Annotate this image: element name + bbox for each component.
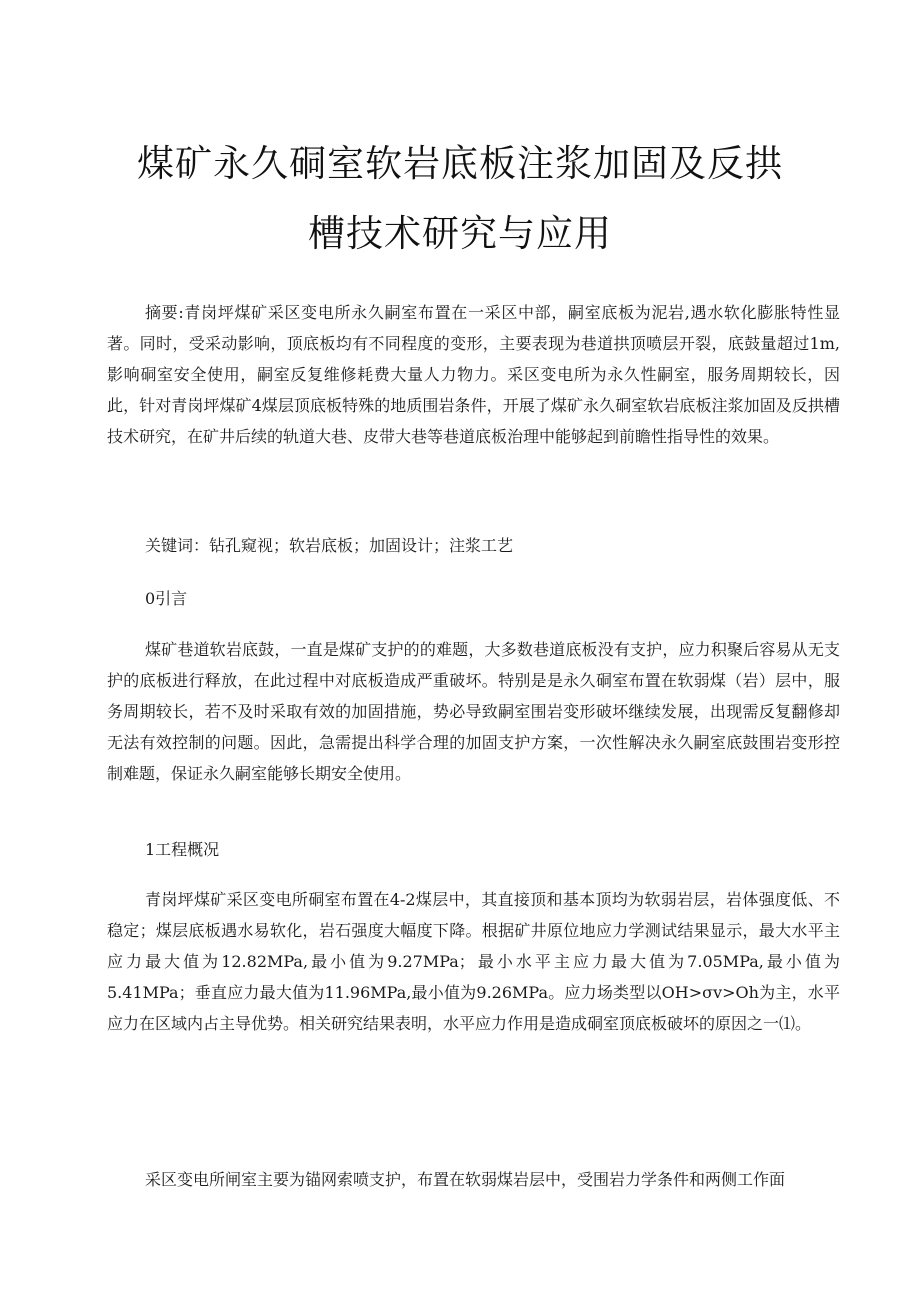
document-title-line-2: 槽技术研究与应用 (308, 212, 612, 255)
introduction-paragraph: 煤矿巷道软岩底鼓，一直是煤矿支护的的难题，大多数巷道底板没有支护，应力积聚后容易从无支护的底板进行释放，在此过程中对底板造成严重破坏。特别是是永久硐室布置在软弱煤（岩）层中，服务周期较长，若不及时采取有效的加固措施，势必导致嗣室围岩变形破坏继续发展，出现需反复翻修却无法有效控制的问题。因此，急需提出科学合理的加固支护方案，一次性解决永久嗣室底鼓围岩变形控制难题，保证永久嗣室能够长期安全使用。 (107, 640, 840, 783)
abstract-paragraph: 摘要:青岗坪煤矿采区变电所永久嗣室布置在一采区中部，嗣室底板为泥岩,遇水软化膨胀特性显著。同时，受采动影响，顶底板均有不同程度的变形，主要表现为巷道拱顶喷层开裂，底鼓量超过1m,影响硐室安全使用，嗣室反复维修耗费大量人力物力。采区变电所为永久性嗣室，服务周期较长，因此，针对青岗坪煤矿4煤层顶底板特殊的地质围岩条件，开展了煤矿永久硐室软岩底板注浆加固及反拱槽技术研究，在矿井后续的轨道大巷、皮带大巷等巷道底板治理中能够起到前瞻性指导性的效果。 (107, 303, 840, 446)
section-heading-introduction: 0引言 (145, 589, 188, 608)
keywords-line: 关键词：钻孔窥视；软岩底板；加固设计；注浆工艺 (145, 536, 514, 555)
engineering-overview-paragraph: 青岗坪煤矿采区变电所硐室布置在4-2煤层中，其直接顶和基本顶均为软弱岩层，岩体强度低、不稳定；煤层底板遇水易软化，岩石强度大幅度下降。根据矿井原位地应力学测试结果显示，最大水平主应力最大值为12.82MPa,最小值为9.27MPa；最小水平主应力最大值为7.05MPa,最小值为5.41MPa；垂直应力最大值为11.96MPa,最小值为9.26MPa。应力场类型以OH>σv>Oh为主，水平应力在区域内占主导优势。相关研究结果表明，水平应力作用是造成硐室顶底板破坏的原因之一⑴。 (107, 890, 840, 1033)
support-paragraph: 采区变电所闸室主要为锚网索喷支护，布置在软弱煤岩层中，受围岩力学条件和两侧工作面 (145, 1170, 786, 1189)
document-title-line-1: 煤矿永久硐室软岩底板注浆加固及反拱 (137, 142, 783, 185)
section-heading-engineering-overview: 1工程概况 (145, 840, 220, 859)
